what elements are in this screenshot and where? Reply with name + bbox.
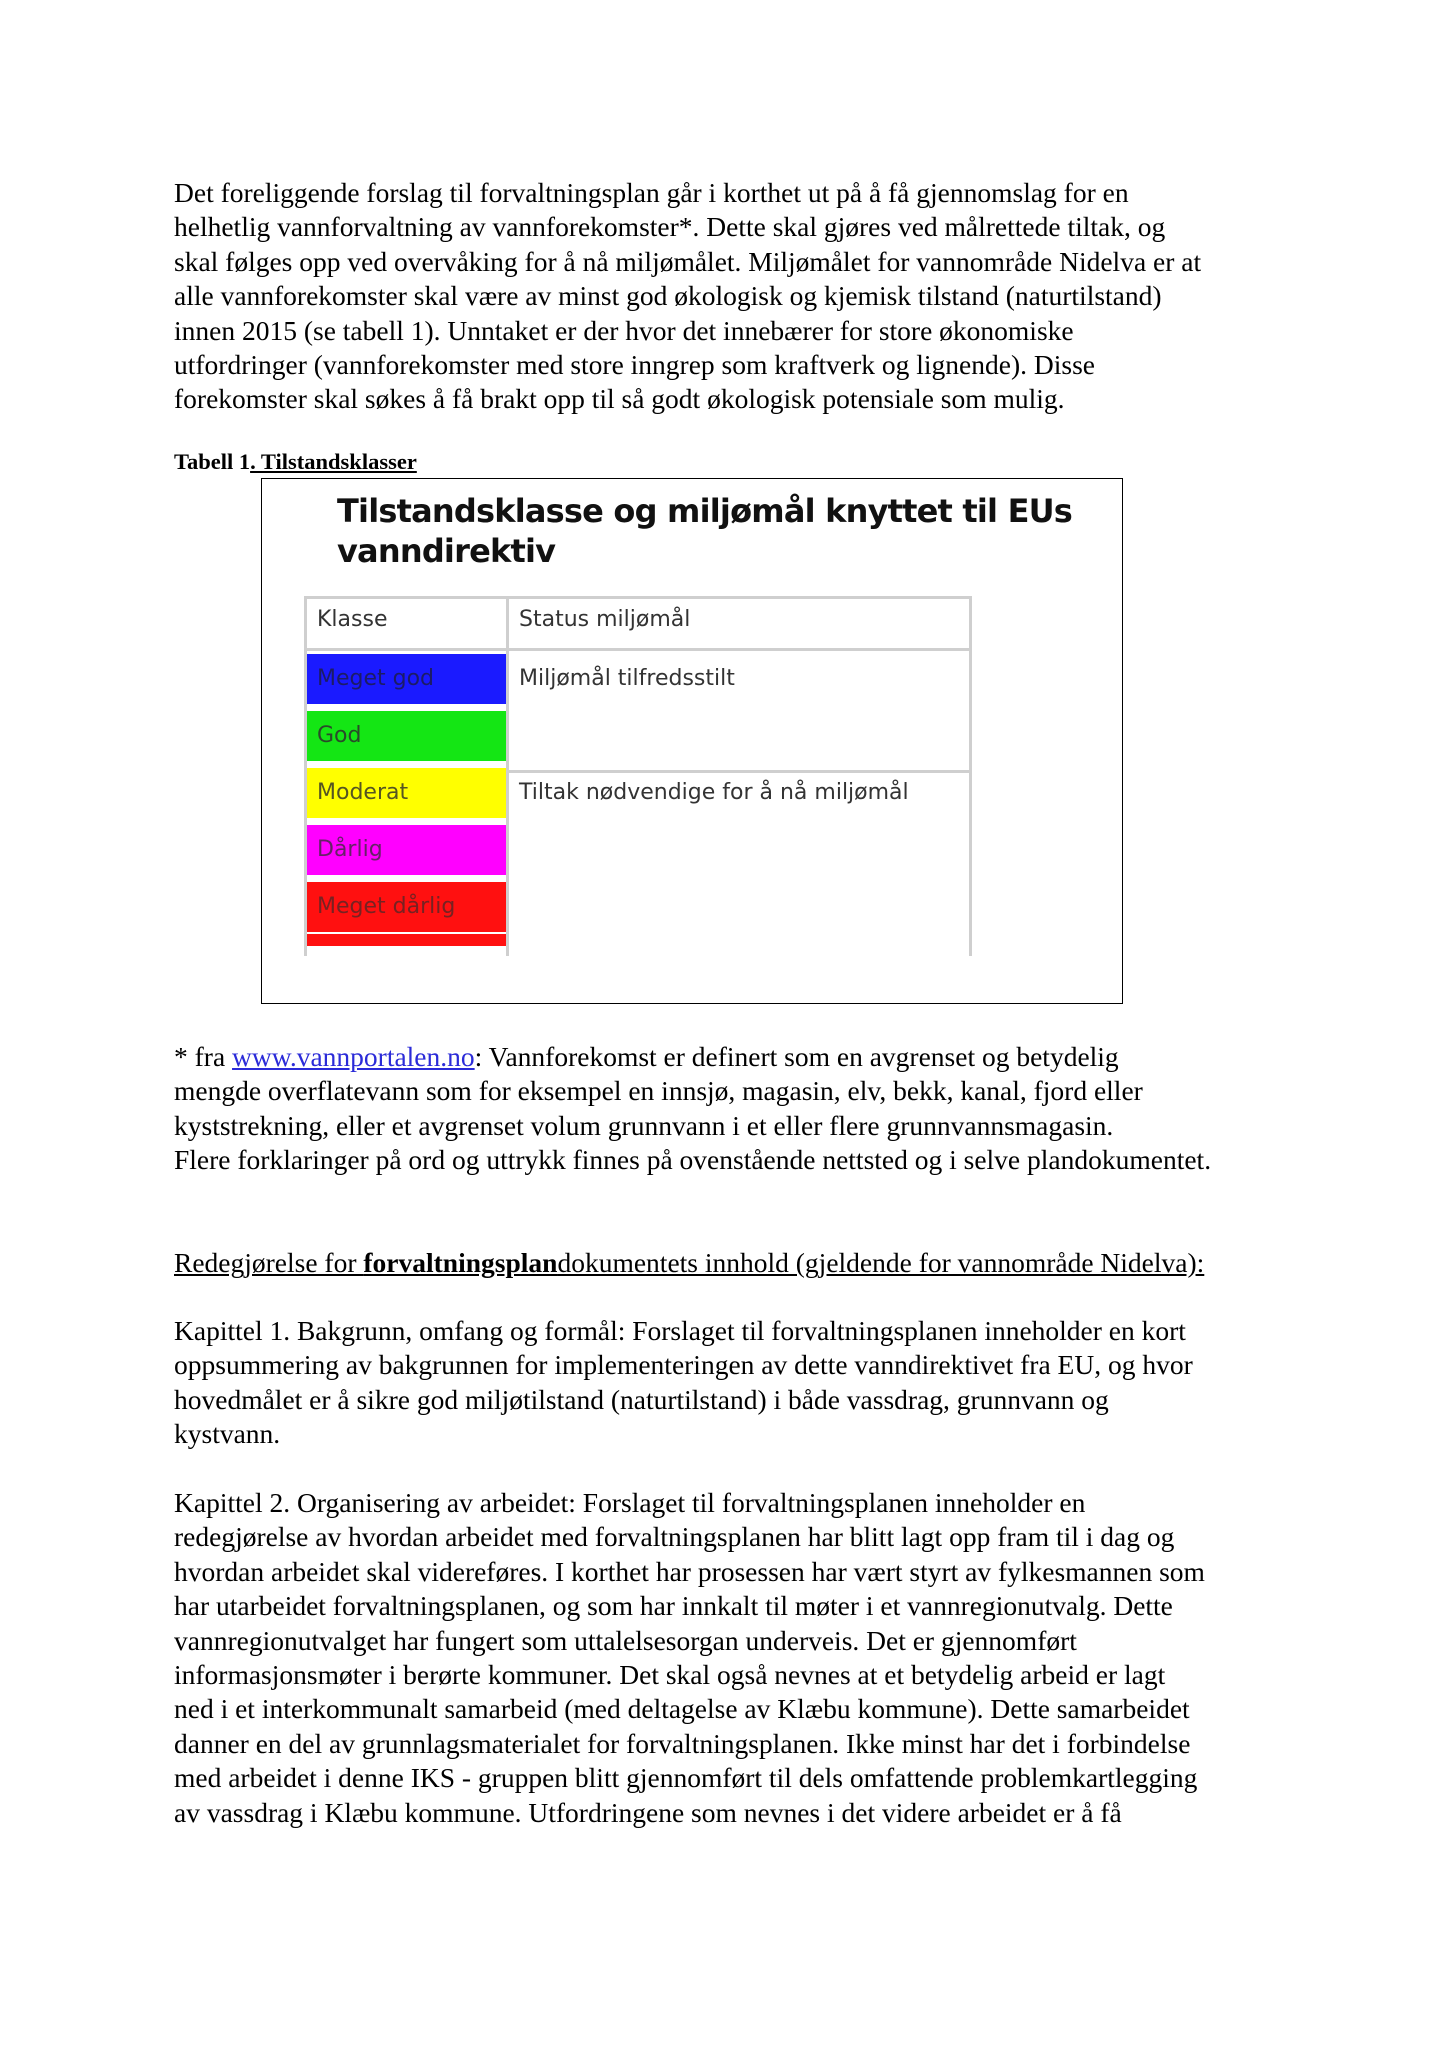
class-moderat: Moderat [307, 768, 506, 818]
table-caption-label: Tabell 1 [174, 449, 251, 474]
heading-part1: Redegjørelse for [174, 1247, 364, 1278]
footnote-text: : Vannforekomst er definert som en avgrenset og betydelig [474, 1041, 1119, 1072]
chapter-1-paragraph [174, 1314, 1304, 1452]
figure-title-line: Tilstandsklasse og miljømål knyttet til EUs [337, 492, 1073, 530]
header-status: Status miljømål [519, 607, 691, 632]
table-divider [304, 648, 972, 651]
section-heading-line [174, 1246, 1304, 1280]
heading-part2: dokumentets innhold (gjeldende for vannområde Nidelva): [557, 1247, 1205, 1278]
chapter-2-line: vannregionutvalget har fungert som uttalelsesorgan underveis. Det er gjennomført [174, 1624, 1077, 1656]
chapter-2-line: ned i et interkommunalt samarbeid (med deltagelse av Klæbu kommune). Dette samarbeidet [174, 1693, 1190, 1725]
chapter-1-line: hovedmålet er å sikre god miljøtilstand (naturtilstand) i både vassdrag, grunnvann og [174, 1383, 1109, 1415]
intro-line: forekomster skal søkes å få brakt opp til så godt økologisk potensiale som mulig. [174, 383, 1065, 415]
intro-paragraph [174, 176, 1304, 417]
heading-bold: forvaltningsplan [363, 1247, 558, 1278]
chapter-2-line: redegjørelse av hvordan arbeidet med forvaltningsplanen har blitt lagt opp fram til i dag og [174, 1521, 1175, 1553]
table-border [969, 596, 972, 956]
chapter-1-line: Kapittel 1. Bakgrunn, omfang og formål: Forslaget til forvaltningsplanen inneholder en kort [174, 1315, 1186, 1346]
status-class-table [304, 596, 972, 956]
chapter-2-paragraph [174, 1486, 1304, 1830]
class-meget-darlig: Meget dårlig [307, 882, 506, 932]
table-border [304, 596, 972, 599]
table-caption [174, 448, 417, 476]
footnote-prefix: * fra [174, 1041, 233, 1072]
class-color-tail [307, 934, 506, 946]
figure-title-line: vanndirektiv [337, 532, 556, 570]
figure-title [337, 491, 1072, 571]
chapter-2-line: hvordan arbeidet skal videreføres. I korthet har prosessen har vært styrt av fylkesmannen som [174, 1555, 1205, 1587]
vannportalen-link[interactable]: www.vannportalen.no [232, 1041, 475, 1072]
intro-line: utfordringer (vannforekomster med store inngrep som kraftverk og lignende). Disse [174, 349, 1095, 381]
status-tiltak-nodvendige: Tiltak nødvendige for å nå miljømål [519, 780, 909, 805]
section-heading [174, 1246, 1304, 1280]
intro-line: alle vannforekomster skal være av minst god økologisk og kjemisk tilstand (naturtilstand) [174, 280, 1162, 312]
intro-line: innen 2015 (se tabell 1). Unntaket er der hvor det innebærer for store økonomiske [174, 314, 1074, 346]
chapter-1-line: oppsummering av bakgrunnen for implementeringen av dette vanndirektivet fra EU, og hvor [174, 1349, 1193, 1381]
chapter-1-line: kystvann. [174, 1418, 281, 1450]
footnote-line: mengde overflatevann som for eksempel en innsjø, magasin, elv, bekk, kanal, fjord eller [174, 1075, 1143, 1107]
chapter-2-line: danner en del av grunnlagsmaterialet for forvaltningsplanen. Ikke minst har det i forbindelse [174, 1727, 1191, 1759]
intro-line: helhetlig vannforvaltning av vannforekomster*. Dette skal gjøres ved målrettede tiltak, og [174, 211, 1166, 243]
header-klasse: Klasse [317, 607, 388, 632]
footnote-paragraph [174, 1040, 1304, 1178]
class-darlig: Dårlig [307, 825, 506, 875]
intro-line: skal følges opp ved overvåking for å nå miljømålet. Miljømålet for vannområde Nidelva er at [174, 245, 1202, 277]
class-meget-god: Meget god [307, 654, 506, 704]
chapter-2-line: Kapittel 2. Organisering av arbeidet: Forslaget til forvaltningsplanen inneholder en [174, 1487, 1086, 1518]
chapter-2-line: har utarbeidet forvaltningsplanen, og som har innkalt til møter i et vannregionutvalg. Dette [174, 1590, 1173, 1622]
chapter-2-line: med arbeidet i denne IKS - gruppen blitt gjennomført til dels omfattende problemkartlegging [174, 1762, 1198, 1794]
footnote-line: Flere forklaringer på ord og uttrykk finnes på ovenstående nettsted og i selve plandokumentet. [174, 1144, 1212, 1176]
status-class-figure [261, 478, 1123, 1004]
intro-line: Det foreliggende forslag til forvaltningsplan går i korthet ut på å få gjennomslag for en [174, 177, 1129, 208]
chapter-2-line: informasjonsmøter i berørte kommuner. Det skal også nevnes at et betydelig arbeid er lagt [174, 1659, 1166, 1691]
table-caption-text: . Tilstandsklasser [250, 449, 417, 474]
status-tilfredsstilt: Miljømål tilfredsstilt [519, 666, 735, 691]
class-god: God [307, 711, 506, 761]
chapter-2-line: av vassdrag i Klæbu kommune. Utfordringene som nevnes i det videre arbeidet er å få [174, 1796, 1122, 1828]
footnote-line [174, 1040, 1304, 1074]
footnote-line: kyststrekning, eller et avgrenset volum grunnvann i et eller flere grunnvannsmagasin. [174, 1109, 1114, 1141]
